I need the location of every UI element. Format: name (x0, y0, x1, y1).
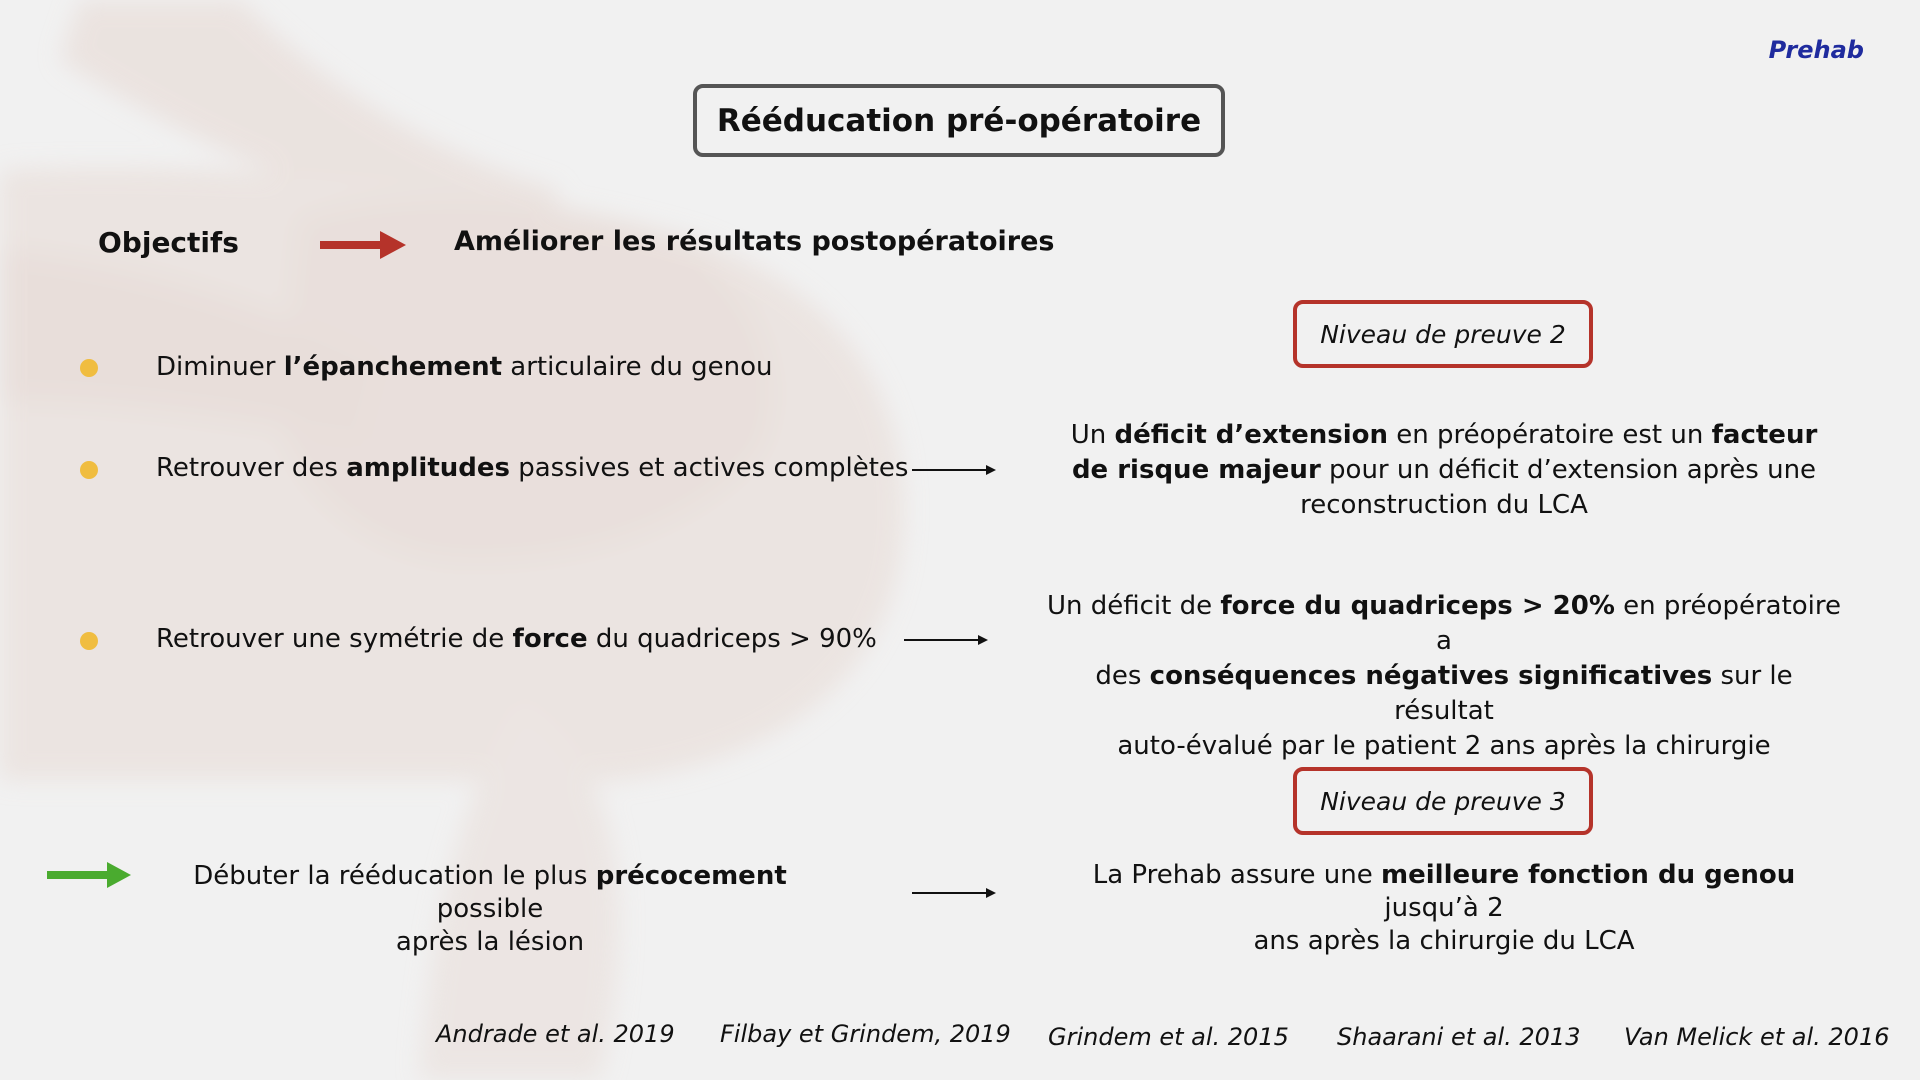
objectives-label: Objectifs (98, 226, 239, 259)
bullet-amplitudes: Retrouver des amplitudes passives et actives complètes (156, 453, 909, 483)
citation: Van Melick et al. 2016 (1624, 1023, 1890, 1051)
result-extension-deficit: Un déficit d’extension en préopératoire est un facteur de risque majeur pour un déficit d’extension après une reconstruction du LCA (1070, 420, 1818, 520)
bullet-dot-3 (80, 632, 98, 650)
proof-level-2-badge: Niveau de preuve 2 (1293, 300, 1593, 368)
red-arrow-icon (320, 230, 406, 260)
arrow-right-icon (912, 886, 996, 900)
page-title: Rééducation pré-opératoire (716, 102, 1202, 139)
bullet-strength: Retrouver une symétrie de force du quadriceps > 90% (156, 624, 877, 654)
early-rehab-text: Débuter la rééducation le plus précocement possible après la lésion (193, 861, 787, 957)
bullet-dot-1 (80, 359, 98, 377)
citation: Shaarani et al. 2013 (1337, 1023, 1581, 1051)
arrow-right-icon (912, 463, 996, 477)
result-quadriceps-deficit: Un déficit de force du quadriceps > 20% en préopératoire a des conséquences négatives significatives sur le résultat auto-évalué par le patient 2 ans après la chirurgie (1046, 591, 1842, 761)
objectives-text: Améliorer les résultats postopératoires (454, 226, 1055, 257)
green-arrow-icon (47, 861, 131, 889)
section-tag: Prehab (1768, 36, 1864, 64)
bullet-effusion: Diminuer l’épanchement articulaire du genou (156, 352, 773, 382)
citation: Andrade et al. 2019 (436, 1020, 675, 1048)
arrow-right-icon (904, 633, 988, 647)
proof-level-3-badge: Niveau de preuve 3 (1293, 767, 1593, 835)
citation: Filbay et Grindem, 2019 (720, 1020, 1011, 1048)
citation: Grindem et al. 2015 (1048, 1023, 1289, 1051)
result-prehab-function: La Prehab assure une meilleure fonction du genou jusqu’à 2 ans après la chirurgie du LCA (1092, 860, 1796, 956)
title-box (693, 84, 1225, 157)
bullet-dot-2 (80, 461, 98, 479)
